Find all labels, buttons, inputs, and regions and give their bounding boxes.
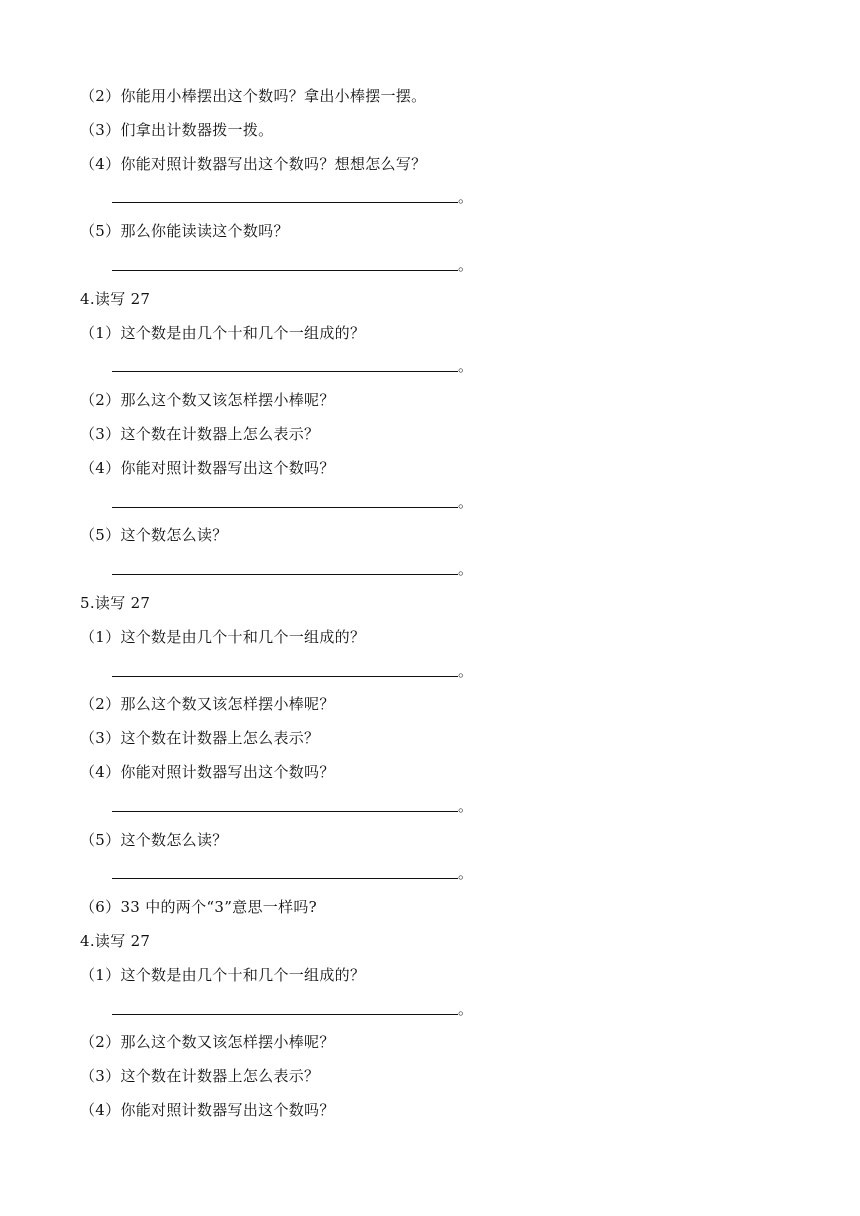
answer-blank-line[interactable] <box>112 1014 458 1015</box>
question-row <box>0 690 860 718</box>
question-row <box>0 116 860 144</box>
question-row <box>0 724 860 752</box>
answer-period: 。 <box>458 796 474 815</box>
question-row <box>0 454 860 482</box>
question-text: （4）你能对照计数器写出这个数吗？ <box>80 763 335 781</box>
answer-blank-row <box>0 657 860 685</box>
question-text: （5）那么你能读读这个数吗？ <box>80 222 289 241</box>
section-heading-row <box>0 285 860 313</box>
question-row <box>0 386 860 414</box>
question-row <box>0 1096 860 1124</box>
section-heading: 4.读写 27 <box>80 289 151 308</box>
answer-blank-line[interactable] <box>112 270 458 271</box>
answer-blank-row <box>0 488 860 516</box>
question-text: （3）这个数在计数器上怎么表示？ <box>80 729 320 748</box>
question-text: （1）这个数是由几个十和几个一组成的？ <box>80 323 366 342</box>
question-text: （2）你能用小棒摆出这个数吗？拿出小棒摆一摆。 <box>80 87 427 105</box>
answer-blank-line[interactable] <box>112 371 458 372</box>
section-heading: 5.读写 27 <box>80 594 151 612</box>
question-text: （2）那么这个数又该怎样摆小棒呢？ <box>80 391 335 410</box>
answer-blank-row <box>0 251 860 279</box>
question-row <box>0 82 860 110</box>
question-row <box>0 758 860 786</box>
question-text: （1）这个数是由几个十和几个一组成的？ <box>80 965 366 984</box>
question-text: （5）这个数怎么读？ <box>80 830 228 849</box>
answer-period: 。 <box>458 999 474 1018</box>
question-text: （5）这个数怎么读？ <box>80 526 228 545</box>
answer-blank-line[interactable] <box>112 574 458 575</box>
answer-blank-row <box>0 555 860 583</box>
answer-blank-line[interactable] <box>112 507 458 508</box>
question-text: （3）这个数在计数器上怎么表示？ <box>80 1067 320 1086</box>
answer-blank-row <box>0 352 860 380</box>
section-heading: 4.读写 27 <box>80 932 151 950</box>
question-row <box>0 319 860 347</box>
question-text: （1）这个数是由几个十和几个一组成的？ <box>80 627 366 646</box>
answer-blank-row <box>0 792 860 820</box>
answer-period: 。 <box>458 256 474 274</box>
question-row <box>0 623 860 651</box>
question-text: （6）33 中的两个“3”意思一样吗? <box>80 898 318 917</box>
question-row <box>0 893 860 921</box>
question-row <box>0 217 860 245</box>
question-text: （3）们拿出计数器拨一拨。 <box>80 120 274 139</box>
answer-blank-line[interactable] <box>112 878 458 879</box>
answer-period: 。 <box>458 864 474 883</box>
answer-blank-row <box>0 183 860 211</box>
question-row <box>0 1062 860 1090</box>
answer-blank-line[interactable] <box>112 676 458 677</box>
answer-blank-row <box>0 859 860 887</box>
section-heading-row <box>0 589 860 617</box>
question-row <box>0 521 860 549</box>
section-heading-row <box>0 927 860 955</box>
answer-period: 。 <box>458 357 474 376</box>
answer-blank-line[interactable] <box>112 811 458 812</box>
question-row <box>0 961 860 989</box>
question-text: （4）你能对照计数器写出这个数吗？ <box>80 1101 335 1119</box>
answer-period: 。 <box>458 560 474 579</box>
question-row <box>0 1028 860 1056</box>
question-text: （4）你能对照计数器写出这个数吗？ <box>80 458 335 477</box>
question-row <box>0 150 860 178</box>
answer-period: 。 <box>458 492 474 511</box>
answer-blank-line[interactable] <box>112 202 458 203</box>
question-text: （2）那么这个数又该怎样摆小棒呢？ <box>80 1033 335 1052</box>
question-text: （3）这个数在计数器上怎么表示？ <box>80 425 320 443</box>
question-row <box>0 826 860 854</box>
question-text: （2）那么这个数又该怎样摆小棒呢？ <box>80 695 335 714</box>
answer-period: 。 <box>458 661 474 680</box>
question-row <box>0 420 860 448</box>
answer-period: 。 <box>458 188 474 207</box>
answer-blank-row <box>0 995 860 1023</box>
question-text: （4）你能对照计数器写出这个数吗？想想怎么写？ <box>80 154 427 173</box>
